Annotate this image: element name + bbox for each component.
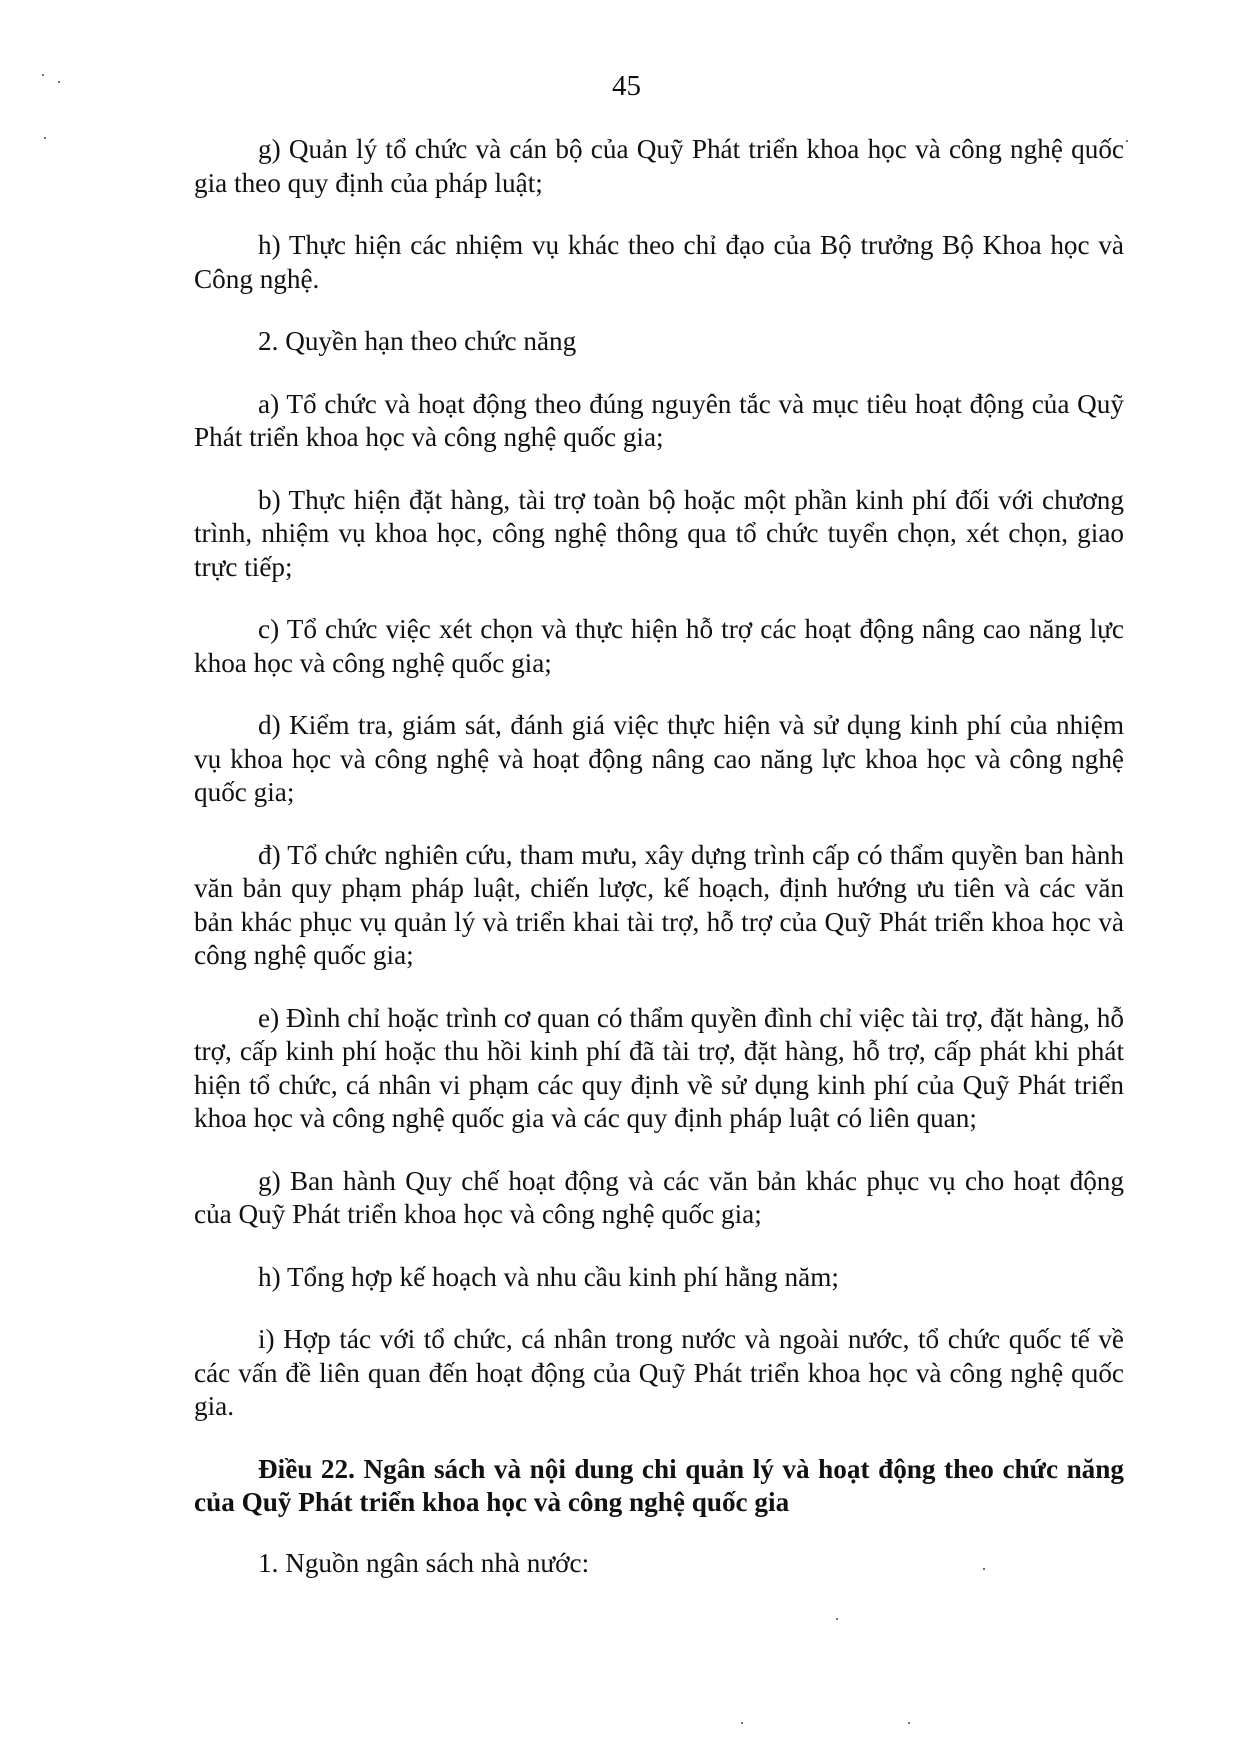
section-1-heading: 1. Nguồn ngân sách nhà nước: (258, 1547, 590, 1578)
paragraph-h-other-tasks: h) Thực hiện các nhiệm vụ khác theo chỉ đạo của Bộ trưởng Bộ Khoa học và Công nghệ. (194, 230, 1124, 294)
scan-speck (741, 1722, 743, 1724)
scan-speck (836, 1618, 838, 1620)
scan-speck (58, 81, 60, 83)
paragraph-e: e) Đình chỉ hoặc trình cơ quan có thẩm quyền đình chỉ việc tài trợ, đặt hàng, hỗ trợ, cấp kinh phí hoặc thu hồi kinh phí đã tài trợ, đặt hàng, hỗ trợ, cấp phát khi phát hiện tổ chức, cá nhân vi phạm các quy định về sử dụng kinh phí của Quỹ Phát triển khoa học và công nghệ quốc gia và các quy định pháp luật có liên quan; (194, 1002, 1124, 1133)
paragraph-i-cooperation: i) Hợp tác với tổ chức, cá nhân trong nước và ngoài nước, tổ chức quốc tế về các vấn đề liên quan đến hoạt động của Quỹ Phát triển khoa học và công nghệ quốc gia. (194, 1324, 1124, 1421)
paragraph-dd: đ) Tổ chức nghiên cứu, tham mưu, xây dựng trình cấp có thẩm quyền ban hành văn bản quy phạm pháp luật, chiến lược, kế hoạch, định hướng ưu tiên và các văn bản khác phục vụ quản lý và triển khai tài trợ, hỗ trợ của Quỹ Phát triển khoa học và công nghệ quốc gia; (194, 839, 1124, 970)
article-22-heading: Điều 22. Ngân sách và nội dung chi quản lý và hoạt động theo chức năng của Quỹ Phát triển khoa học và công nghệ quốc gia (194, 1453, 1124, 1517)
scan-speck (44, 137, 46, 139)
paragraph-c: c) Tổ chức việc xét chọn và thực hiện hỗ trợ các hoạt động nâng cao năng lực khoa học và công nghệ quốc gia; (194, 614, 1124, 678)
section-2-heading: 2. Quyền hạn theo chức năng (258, 326, 577, 356)
paragraph-g-management: g) Quản lý tổ chức và cán bộ của Quỹ Phát triển khoa học và công nghệ quốc gia theo quy định của pháp luật; (194, 134, 1124, 198)
paragraph-d: d) Kiểm tra, giám sát, đánh giá việc thực hiện và sử dụng kinh phí của nhiệm vụ khoa học và công nghệ và hoạt động nâng cao năng lực khoa học và công nghệ quốc gia; (194, 710, 1124, 807)
document-body (194, 133, 1124, 1609)
scan-speck (908, 1722, 910, 1724)
scan-speck (42, 74, 44, 76)
paragraph-g-regulations: g) Ban hành Quy chế hoạt động và các văn bản khác phục vụ cho hoạt động của Quỹ Phát triển khoa học và công nghệ quốc gia; (194, 1165, 1124, 1229)
paragraph-b: b) Thực hiện đặt hàng, tài trợ toàn bộ hoặc một phần kinh phí đối với chương trình, nhiệm vụ khoa học, công nghệ thông qua tổ chức tuyển chọn, xét chọn, giao trực tiếp; (194, 484, 1124, 582)
paragraph-a: a) Tổ chức và hoạt động theo đúng nguyên tắc và mục tiêu hoạt động của Quỹ Phát triển khoa học và công nghệ quốc gia; (194, 388, 1124, 452)
page-number: 45 (612, 70, 641, 102)
paragraph-h-budget-plan: h) Tổng hợp kế hoạch và nhu cầu kinh phí hằng năm; (258, 1261, 839, 1292)
scan-speck (1126, 140, 1128, 142)
